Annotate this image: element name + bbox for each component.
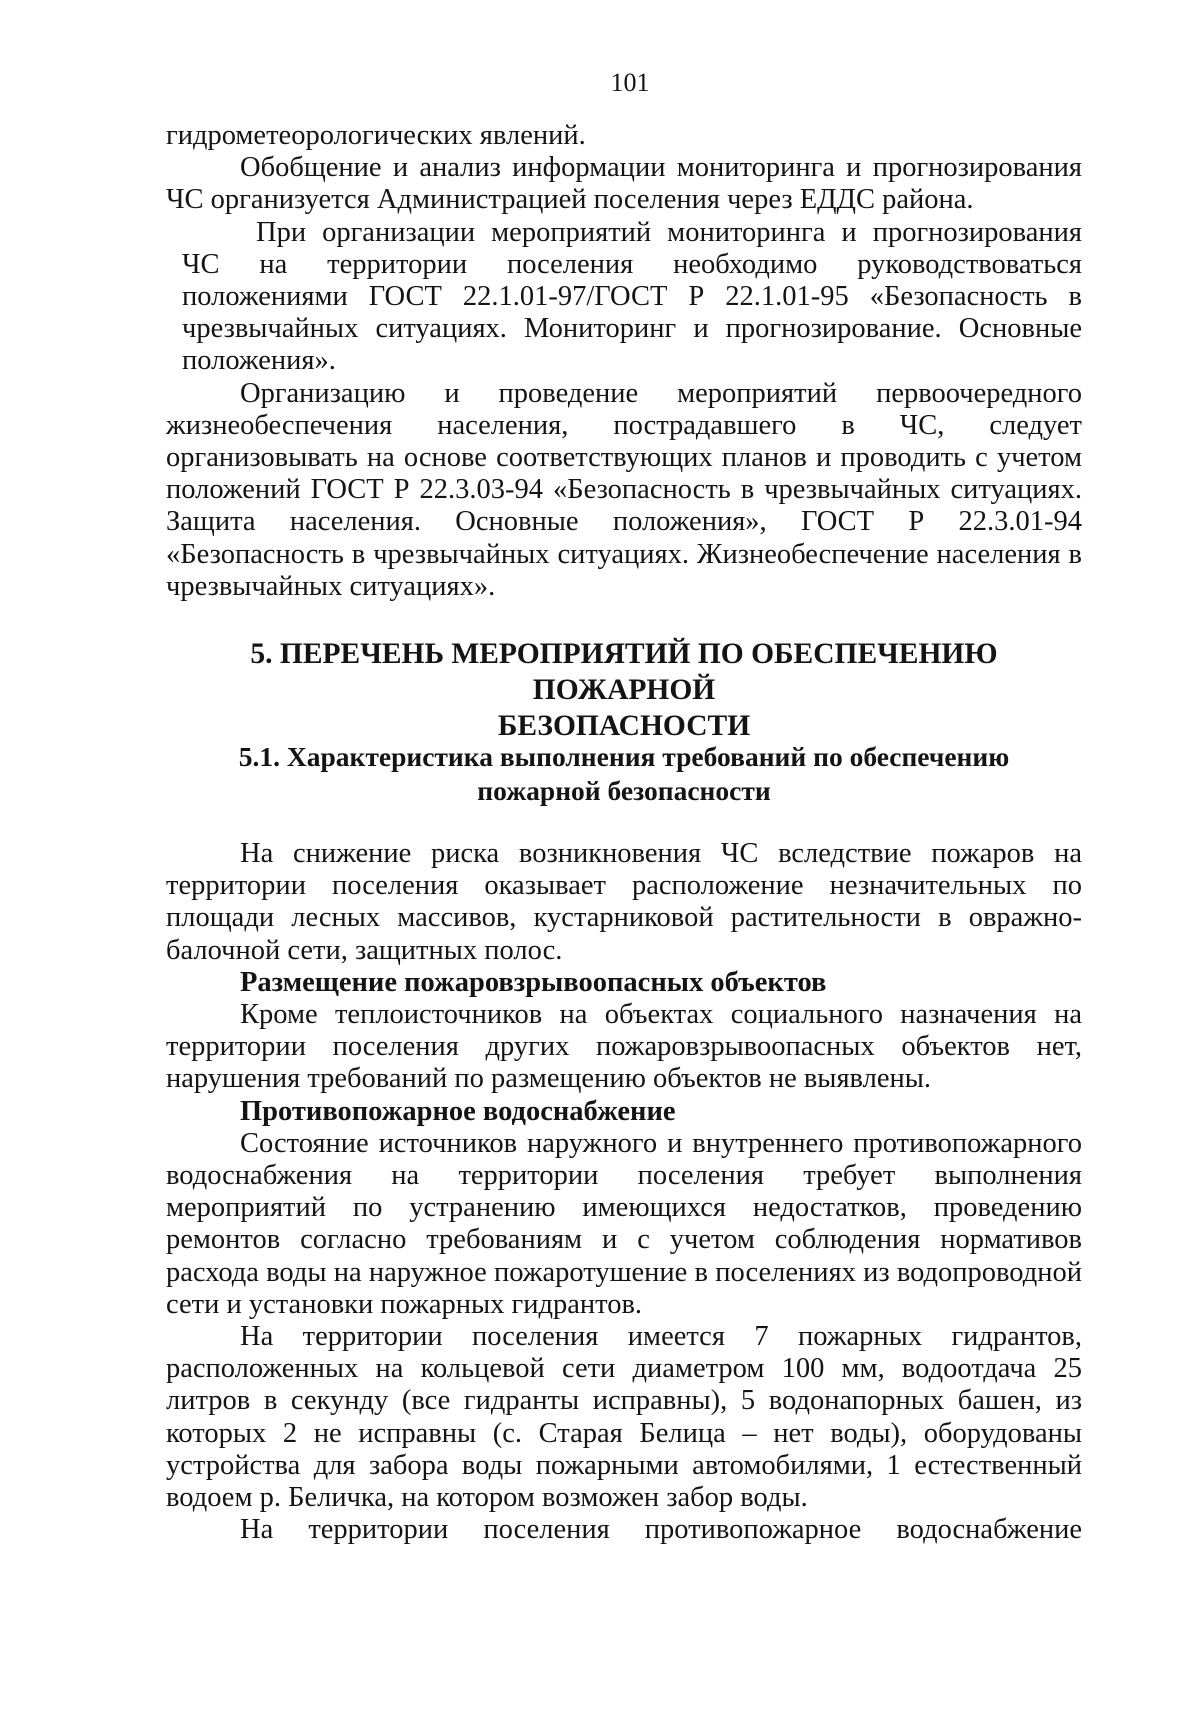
subsection-heading-line2: пожарной безопасности <box>477 775 771 806</box>
paragraph-fire-risk: На снижение риска возникновения ЧС вследствие пожаров на территории поселения оказывает расположение незначительных по площади лесных массивов, кустарниковой растительности в овражно-балочной сети, защитных полос. <box>166 838 1082 966</box>
shifted-block <box>166 217 1082 378</box>
paragraph-monitoring-summary: Обобщение и анализ информации мониторинга и прогнозирования ЧС организуется Администрацией поселения через ЕДДС района. <box>166 152 1082 216</box>
subheading-fire-water-supply: Противопожарное водоснабжение <box>240 1095 676 1127</box>
page-number: 101 <box>610 68 650 97</box>
subheading-hazardous-objects: Размещение пожаровзрывоопасных объектов <box>240 966 827 998</box>
section-heading <box>166 636 1082 744</box>
paragraph-hazardous-objects: Кроме теплоисточников на объектах социального назначения на территории поселения других пожаровзрывоопасных объектов нет, нарушения требований по размещению объектов не выявлены. <box>166 999 1082 1095</box>
paragraph-hydrants: На территории поселения имеется 7 пожарных гидрантов, расположенных на кольцевой сети диаметром 100 мм, водоотдача 25 литров в секунду (все гидранты исправны), 5 водонапорных башен, из которых 2 не исправны (с. Старая Белица – нет воды), оборудованы устройства для забора воды пожарными автомобилями, 1 естественный водоем р. Беличка, на котором возможен забор воды. <box>166 1321 1082 1514</box>
section-heading-line2: БЕЗОПАСНОСТИ <box>497 710 751 742</box>
top-text-block <box>166 120 1082 603</box>
section-heading-line1: 5. ПЕРЕЧЕНЬ МЕРОПРИЯТИЙ ПО ОБЕСПЕЧЕНИЮ ПОЖАРНОЙ <box>250 638 998 706</box>
paragraph-water-supply-continued: На территории поселения противопожарное водоснабжение <box>240 1514 1082 1546</box>
subsection-heading-line1: 5.1. Характеристика выполнения требований по обеспечению <box>238 741 1010 772</box>
paragraph-gost-monitoring: При организации мероприятий мониторинга и прогнозирования ЧС на территории поселения необходимо руководствоваться положениями ГОСТ 22.1.01-97/ГОСТ Р 22.1.01-95 «Безопасность в чрезвычайных ситуациях. Мониторинг и прогнозирование. Основные положения». <box>182 216 1082 377</box>
paragraph-water-supply-state: Состояние источников наружного и внутреннего противопожарного водоснабжения на территории поселения требует выполнения мероприятий по устранению имеющихся недостатков, проведению ремонтов согласно требованиям и с учетом соблюдения нормативов расхода воды на наружное пожаротушение в поселениях из водопроводной сети и установки пожарных гидрантов. <box>166 1127 1082 1320</box>
bottom-text-block <box>166 838 1082 1546</box>
paragraph-life-support: Организацию и проведение мероприятий первоочередного жизнеобеспечения населения, пострадавшего в ЧС, следует организовывать на основе соответствующих планов и проводить с учетом положений ГОСТ Р 22.3.03-94 «Безопасность в чрезвычайных ситуациях. Защита населения. Основные положения», ГОСТ Р 22.3.01-94 «Безопасность в чрезвычайных ситуациях. Жизнеобеспечение населения в чрезвычайных ситуациях». <box>166 377 1082 602</box>
subsection-heading <box>166 740 1082 808</box>
paragraph-continuation: гидрометеорологических явлений. <box>166 120 586 151</box>
